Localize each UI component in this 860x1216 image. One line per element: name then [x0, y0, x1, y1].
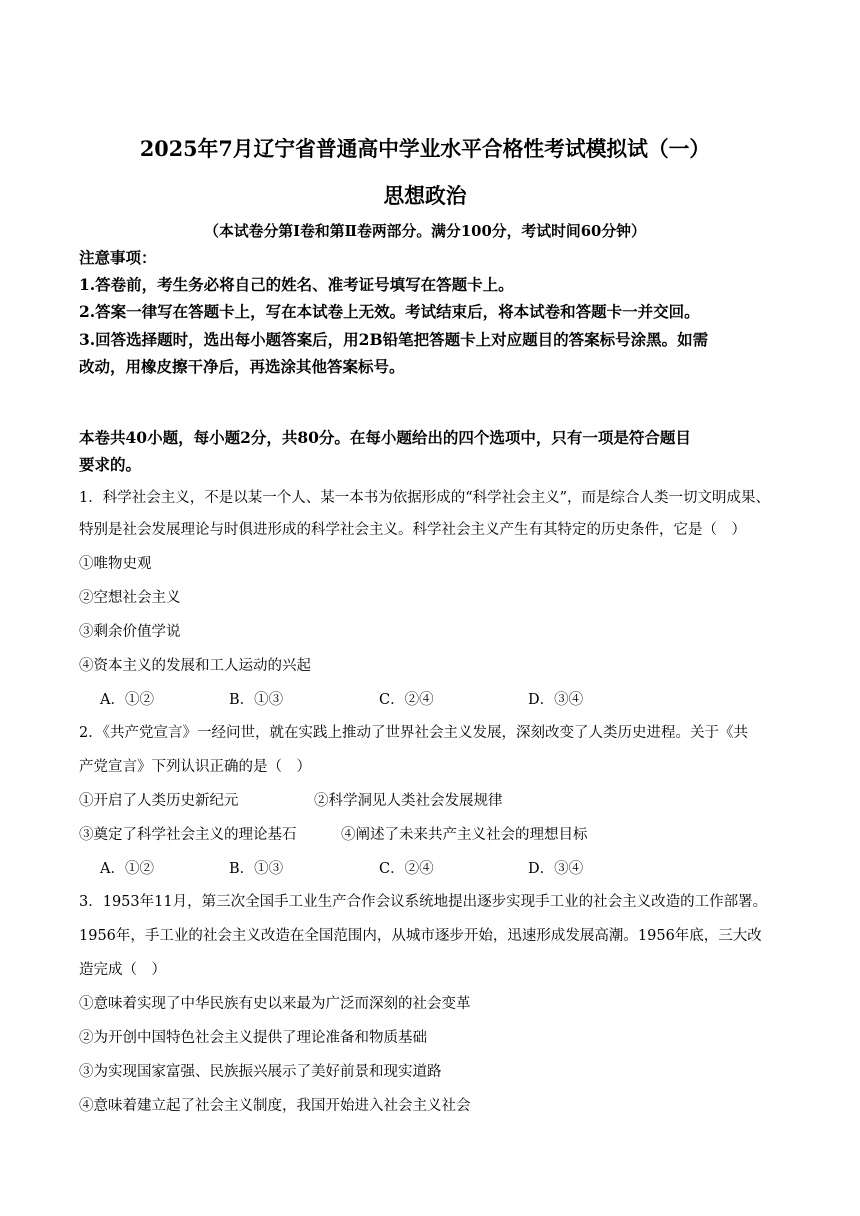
- subject-title: 思想政治: [383, 183, 467, 208]
- option-b[interactable]: B．①③: [229, 692, 284, 708]
- question-text: 1．科学社会主义，不是以某一个人、某一本书为依据形成的“科学社会主义”，而是综合人类一切文明成果、: [79, 490, 771, 506]
- statement: ②为开创中国特色社会主义提供了理论准备和物质基础: [79, 1030, 427, 1046]
- notice-item: 1.答卷前，考生务必将自己的姓名、准考证号填写在答题卡上。: [79, 275, 514, 294]
- notice-item: 2.答案一律写在答题卡上，写在本试卷上无效。考试结束后，将本试卷和答题卡一并交回。: [79, 302, 700, 321]
- notice-item: 3.回答选择题时，选出每小题答案后，用2B铅笔把答题卡上对应题目的答案标号涂黑。如需: [79, 330, 709, 349]
- question-text: 1956年，手工业的社会主义改造在全国范围内，从城市逐步开始，迅速形成发展高潮。1956年底，三大改: [79, 928, 762, 944]
- statement: ④资本主义的发展和工人运动的兴起: [79, 658, 311, 674]
- option-c[interactable]: C．②④: [379, 861, 434, 877]
- statement: ②科学洞见人类社会发展规律: [314, 793, 503, 809]
- statement: ④阐述了未来共产主义社会的理想目标: [341, 827, 588, 843]
- section-instruction: 要求的。: [79, 455, 142, 474]
- statement: ①意味着实现了中华民族有史以来最为广泛而深刻的社会变革: [79, 996, 471, 1012]
- exam-title: 2025年7月辽宁省普通高中学业水平合格性考试模拟试（一）: [139, 136, 711, 161]
- question-text: 3．1953年11月，第三次全国手工业生产合作会议系统地提出逐步实现手工业的社会主义改造的工作部署。: [79, 894, 768, 910]
- statement: ③为实现国家富强、民族振兴展示了美好前景和现实道路: [79, 1064, 442, 1080]
- statement: ①开启了人类历史新纪元: [79, 793, 239, 809]
- question-text: 产党宣言》下列认识正确的是（ ）: [79, 759, 311, 775]
- notice-heading: 注意事项：: [79, 248, 157, 267]
- statement: ②空想社会主义: [79, 590, 181, 606]
- statement: ③剩余价值学说: [79, 624, 181, 640]
- statement: ③奠定了科学社会主义的理论基石: [79, 827, 297, 843]
- option-b[interactable]: B．①③: [229, 861, 284, 877]
- option-c[interactable]: C．②④: [379, 692, 434, 708]
- question-text: 2．《共产党宣言》一经问世，就在实践上推动了世界社会主义发展，深刻改变了人类历史进程。关于《共: [79, 725, 748, 741]
- section-instruction: 本卷共40小题，每小题2分，共80分。在每小题给出的四个选项中，只有一项是符合题目: [79, 428, 691, 447]
- question-text: 特别是社会发展理论与时俱进形成的科学社会主义。科学社会主义产生有其特定的历史条件，它是（ ）: [79, 522, 746, 538]
- option-a[interactable]: A．①②: [100, 861, 154, 877]
- option-a[interactable]: A．①②: [100, 692, 154, 708]
- exam-note: （本试卷分第Ⅰ卷和第Ⅱ卷两部分。满分100分，考试时间60分钟）: [204, 222, 646, 240]
- statement: ①唯物史观: [79, 556, 152, 572]
- option-d[interactable]: D．③④: [528, 861, 584, 877]
- notice-item: 改动，用橡皮擦干净后，再选涂其他答案标号。: [79, 357, 405, 376]
- question-text: 造完成（ ）: [79, 962, 166, 978]
- option-d[interactable]: D．③④: [528, 692, 584, 708]
- statement: ④意味着建立起了社会主义制度，我国开始进入社会主义社会: [79, 1098, 471, 1114]
